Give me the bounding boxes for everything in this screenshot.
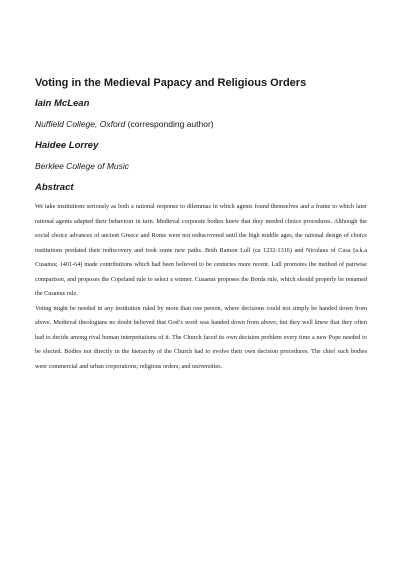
paper-content	[35, 76, 367, 374]
body-paragraph: Voting might be needed in any institution ruled by more than one person, where decisions could not simply be handed down from above. Medieval theologians no doubt believed that God’s word was handed down from above; but they well knew that they often had to decide among rival human interpretations of it. The Church faced its own decision problem every time a new Pope needed to be elected. Bodies not directly in the hierarchy of the Church had to evolve their own decision procedures. The chief such bodies were commercial and urban corporations; religious orders; and universities.	[35, 304, 367, 370]
author-name: Haidee Lorrey	[35, 140, 99, 151]
affiliation-note: (corresponding author)	[125, 119, 214, 129]
author-affiliation	[35, 161, 367, 172]
author-affiliation	[35, 119, 367, 130]
author-name: Iain McLean	[35, 98, 90, 109]
abstract-paragraph: We take institutions seriously as both a rational response to dilemmas in which agents found themselves and a frame to which later rational agents adapted their behaviour in turn. Medieval corporate bodies knew that they needed choice procedures. Although the social choice advances of ancient Greece and Rome were not rediscovered until the high middle ages, the rational design of choice institutions predated their rediscovery and took some new paths. Both Ramon Lull (ca 1232-1316) and Nicolaus of Cusa (a.k.a Cusanus; 1401-64) made contributions which had been believed to be centuries more recent. Lull promotes the method of pairwise comparison, and proposes the Copeland rule to select a winner. Cusanus proposes the Borda rule, which should properly be renamed the Cusanus rule.	[35, 203, 367, 297]
abstract-heading: Abstract	[35, 182, 74, 193]
affiliation-institution: Nuffield College, Oxford	[35, 119, 126, 129]
affiliation-institution: Berklee College of Music	[35, 161, 130, 171]
paper-title: Voting in the Medieval Papacy and Religious Orders	[35, 77, 307, 89]
